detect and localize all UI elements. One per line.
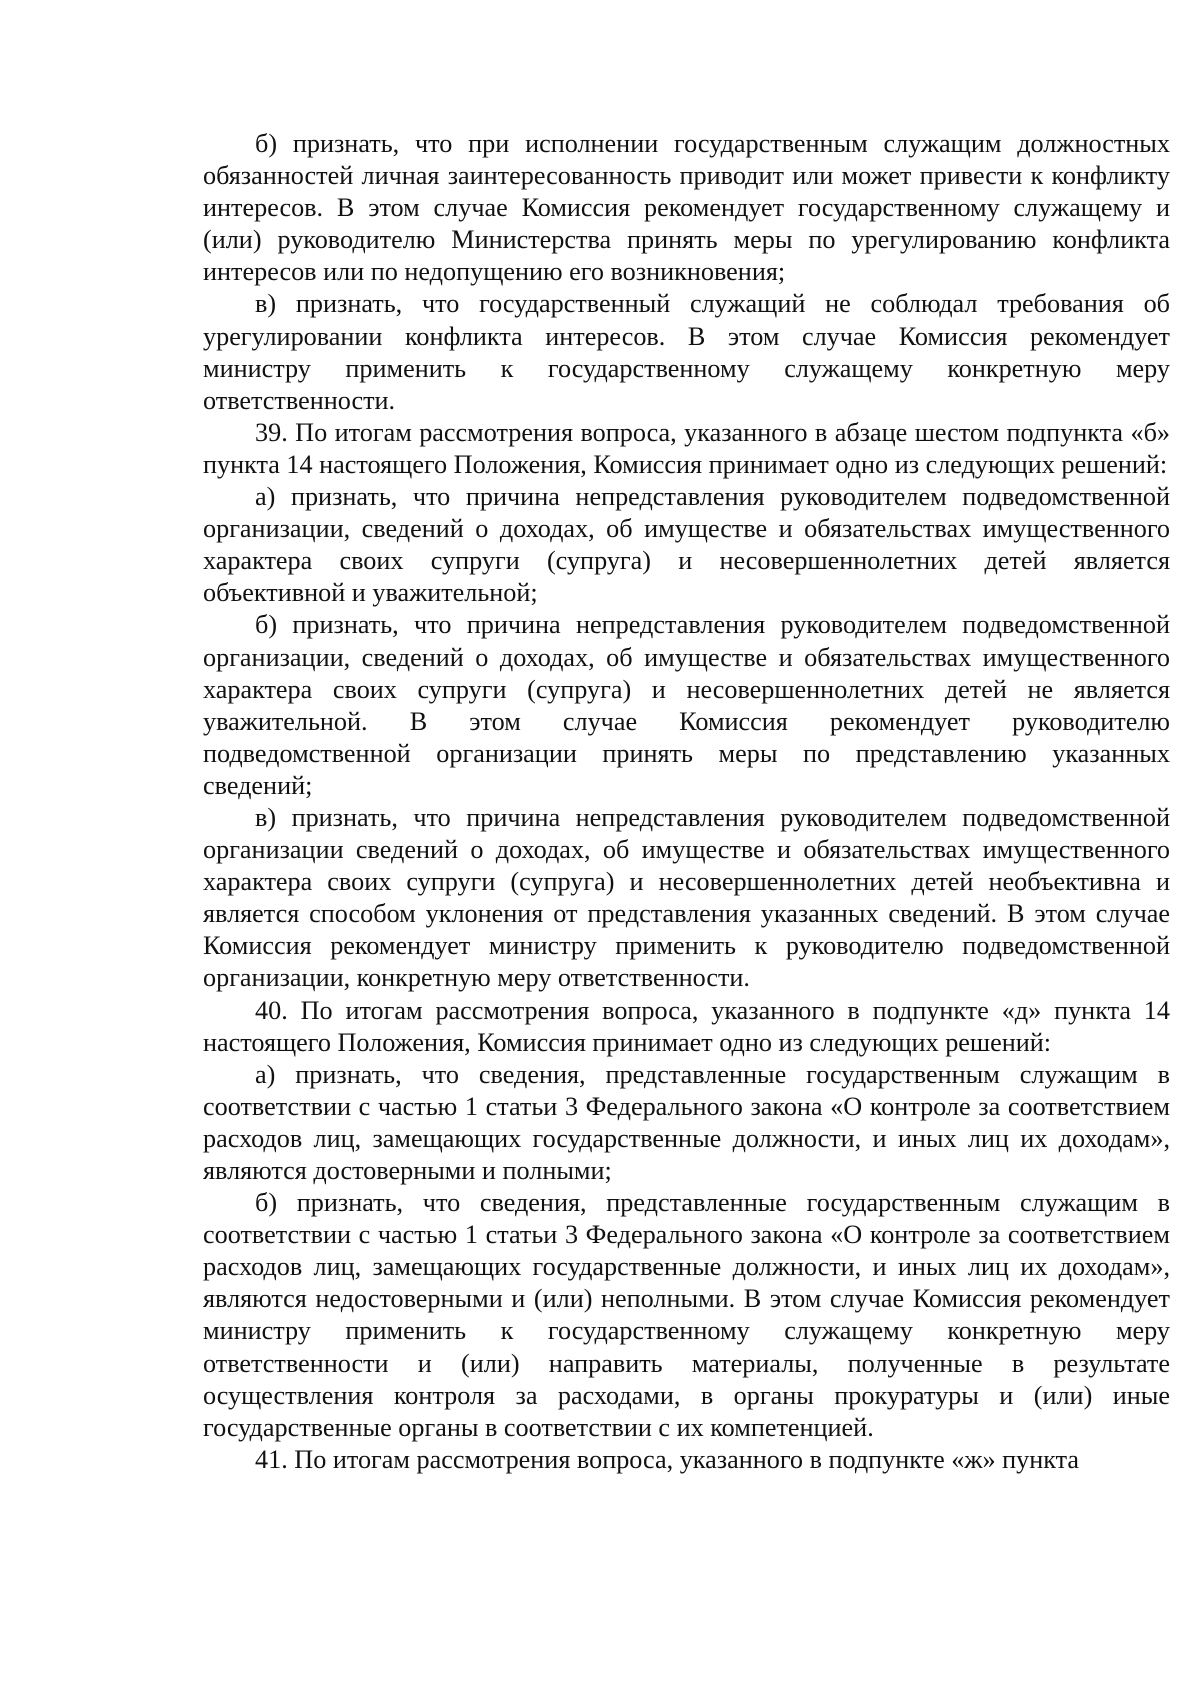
document-body <box>203 128 1170 1476</box>
paragraph-40-intro: 40. По итогам рассмотрения вопроса, указанного в подпункте «д» пункта 14 настоящего Положения, Комиссия принимает одно из следующих решений: <box>203 995 1170 1057</box>
paragraph-39a: а) признать, что причина непредставления руководителем подведомственной организации, сведений о доходах, об имуществе и обязательствах имущественного характера своих супруги (супруга) и несовершеннолетних детей является объективной и уважительной; <box>203 482 1170 608</box>
paragraph-1v-non-compliance: в) признать, что государственный служащий не соблюдал требования об урегулировании конфликта интересов. В этом случае Комиссия рекомендует министру применить к государственному служащему конкретную меру ответственности. <box>203 289 1170 415</box>
paragraph-1b-conflict-of-interest: б) признать, что при исполнении государственным служащим должностных обязанностей личная заинтересованность приводит или может привести к конфликту интересов. В этом случае Комиссия рекомендует государственному служащему и (или) руководителю Министерства принять меры по урегулированию конфликта интересов или по недопущению его возникновения; <box>203 129 1170 287</box>
paragraph-39-intro: 39. По итогам рассмотрения вопроса, указанного в абзаце шестом подпункта «б» пункта 14 настоящего Положения, Комиссия принимает одно из следующих решений: <box>203 417 1170 479</box>
paragraph-41-intro: 41. По итогам рассмотрения вопроса, указанного в подпункте «ж» пункта <box>255 1444 1079 1474</box>
paragraph-39b: б) признать, что причина непредставления руководителем подведомственной организации, сведений о доходах, об имуществе и обязательствах имущественного характера своих супруги (супруга) и несовершеннолетних детей не является уважительной. В этом случае Комиссия рекомендует руководителю подведомственной организации принять меры по представлению указанных сведений; <box>203 610 1170 800</box>
paragraph-39v: в) признать, что причина непредставления руководителем подведомственной организации сведений о доходах, об имуществе и обязательствах имущественного характера своих супруги (супруга) и несовершеннолетних детей необъективна и является способом уклонения от представления указанных сведений. В этом случае Комиссия рекомендует министру применить к руководителю подведомственной организации, конкретную меру ответственности. <box>203 802 1170 993</box>
paragraph-40a: а) признать, что сведения, представленные государственным служащим в соответствии с частью 1 статьи 3 Федерального закона «О контроле за соответствием расходов лиц, замещающих государственные должности, и иных лиц их доходам», являются достоверными и полными; <box>203 1059 1170 1185</box>
paragraph-40b: б) признать, что сведения, представленные государственным служащим в соответствии с частью 1 статьи 3 Федерального закона «О контроле за соответствием расходов лиц, замещающих государственные должности, и иных лиц их доходам», являются недостоверными и (или) неполными. В этом случае Комиссия рекомендует министру применить к государственному служащему конкретную меру ответственности и (или) направить материалы, полученные в результате осуществления контроля за расходами, в органы прокуратуры и (или) иные государственные органы в соответствии с их компетенцией. <box>203 1188 1170 1442</box>
